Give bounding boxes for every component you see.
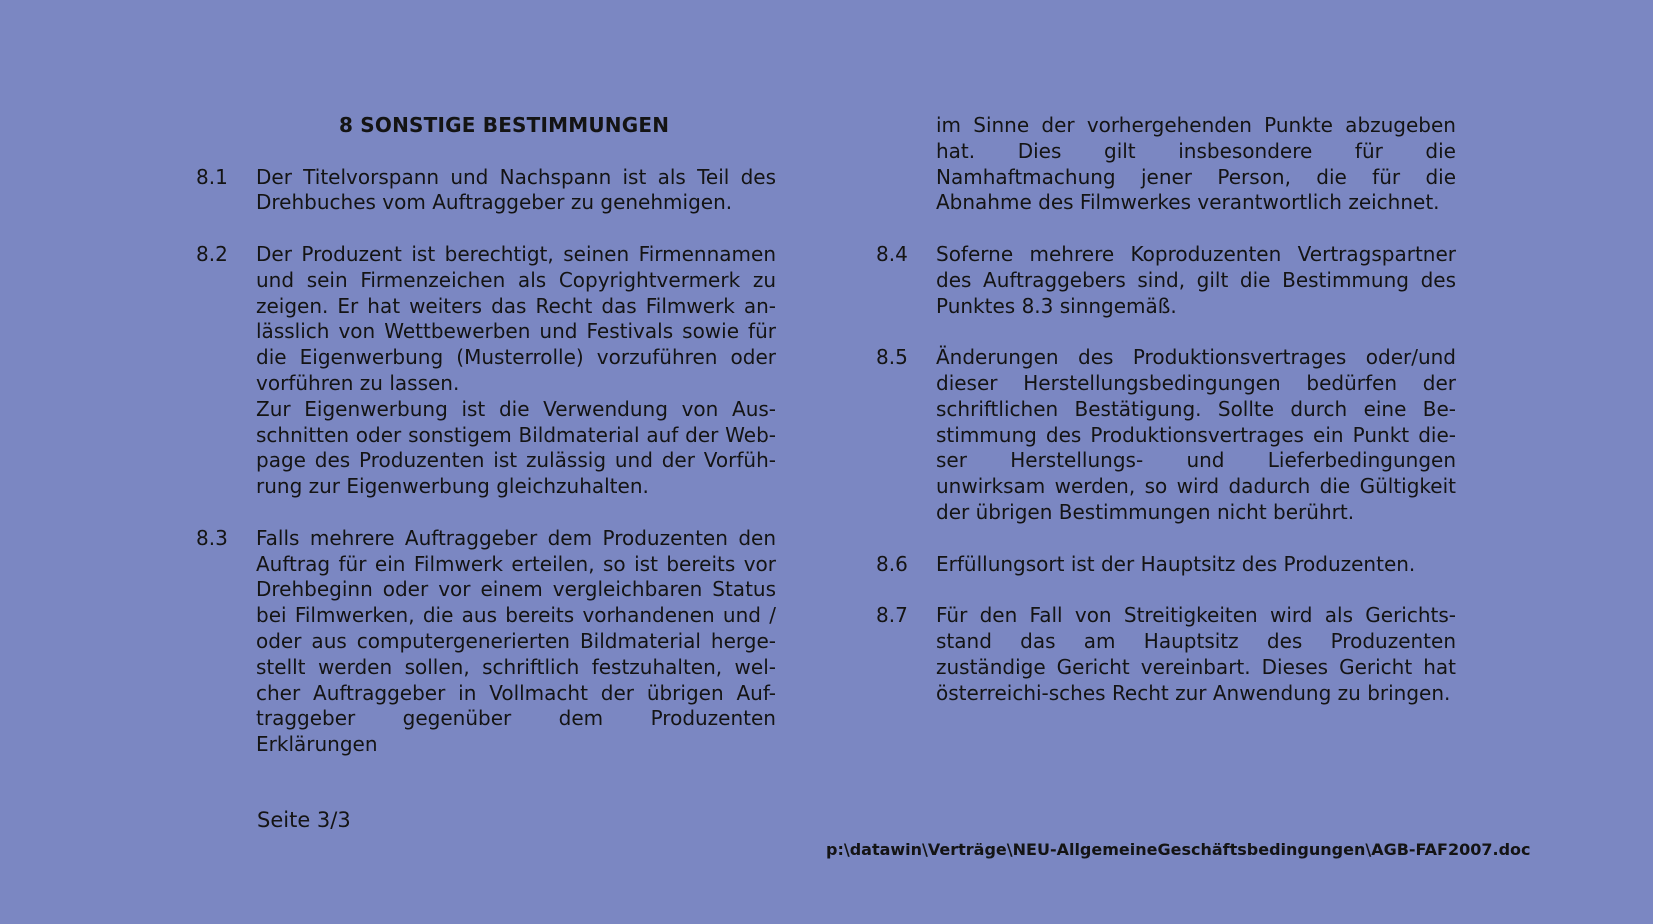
page-number: Seite 3/3 [257, 808, 351, 832]
right-column [876, 113, 1516, 732]
clause-text: Für den Fall von Streitigkeiten wird als Gerichts-stand das am Hauptsitz des Produzenten zuständige Gericht vereinbart. Dieses Gericht hat österreichi-sches Recht zur Anwendung zu bringen. [936, 603, 1456, 705]
clause-number: 8.1 [196, 164, 228, 189]
section-heading: 8 SONSTIGE BESTIMMUNGEN [339, 113, 670, 137]
clause-text: Falls mehrere Auftraggeber dem Produzenten den Auftrag für ein Filmwerk erteilen, so ist bereits vor Drehbeginn oder vor einem vergleichbaren Status bei Filmwerken, die aus bereits vorhandenen und / oder aus computergenerierten Bildmaterial herge-stellt werden sollen, schriftlich festzuhalten, wel-cher Auftraggeber in Vollmacht der übrigen Auf-traggeber gegenüber dem Produzenten Erklärungen [256, 525, 776, 757]
clause-8-3 [196, 526, 836, 758]
clause-number: 8.5 [876, 345, 908, 370]
clause-text: Soferne mehrere Koproduzenten Vertragspartner des Auftraggebers sind, gilt die Bestimmung des Punktes 8.3 sinngemäß. [936, 241, 1456, 318]
clause-text: Änderungen des Produktionsvertrages oder/und dieser Herstellungsbedingungen bedürfen der schriftlichen Bestätigung. Sollte durch eine Be-stimmung des Produktionsvertrages ein Punkt die-ser Herstellungs- und Lieferbedingungen unwirksam werden, so wird dadurch die Gültigkeit der übrigen Bestimmungen nicht berührt. [936, 345, 1456, 524]
clause-text: Der Titelvorspann und Nachspann ist als Teil des Drehbuches vom Auftraggeber zu genehmigen. [256, 164, 776, 215]
clause-text: Der Produzent ist berechtigt, seinen Firmennamen und sein Firmenzeichen als Copyrightvermerk zu zeigen. Er hat weiters das Recht das Filmwerk an-lässlich von Wettbewerben und Festivals sowie für die Eigenwerbung (Musterrolle) vorzuführen oder vorführen zu lassen. [256, 241, 776, 395]
clause-number: 8.4 [876, 241, 908, 266]
clause-8-4 [876, 242, 1516, 319]
clause-8-2 [196, 242, 836, 500]
clause-8-6 [876, 552, 1516, 578]
clause-number: 8.6 [876, 551, 908, 576]
clause-8-5 [876, 345, 1516, 526]
clause-number: 8.3 [196, 525, 228, 550]
clause-text: Erfüllungsort ist der Hauptsitz des Produzenten. [936, 551, 1416, 576]
clause-8-1 [196, 165, 836, 217]
left-column [196, 113, 836, 784]
clause-8-7 [876, 603, 1516, 706]
clause-number: 8.2 [196, 241, 228, 266]
clause-number: 8.7 [876, 603, 908, 628]
file-path: p:\datawin\Verträge\NEU-AllgemeineGeschäftsbedingungen\AGB-FAF2007.doc [826, 840, 1531, 859]
clause-text-continued: Zur Eigenwerbung ist die Verwendung von Aus-schnitten oder sonstigem Bildmaterial auf der Web-page des Produzenten ist zulässig und der Vorfüh-rung zur Eigenwerbung gleichzuhalten. [256, 396, 776, 499]
clause-8-3-continuation: im Sinne der vorhergehenden Punkte abzugeben hat. Dies gilt insbesondere für die Namhaftmachung jener Person, die für die Abnahme des Filmwerkes verantwortlich zeichnet. [936, 113, 1456, 215]
